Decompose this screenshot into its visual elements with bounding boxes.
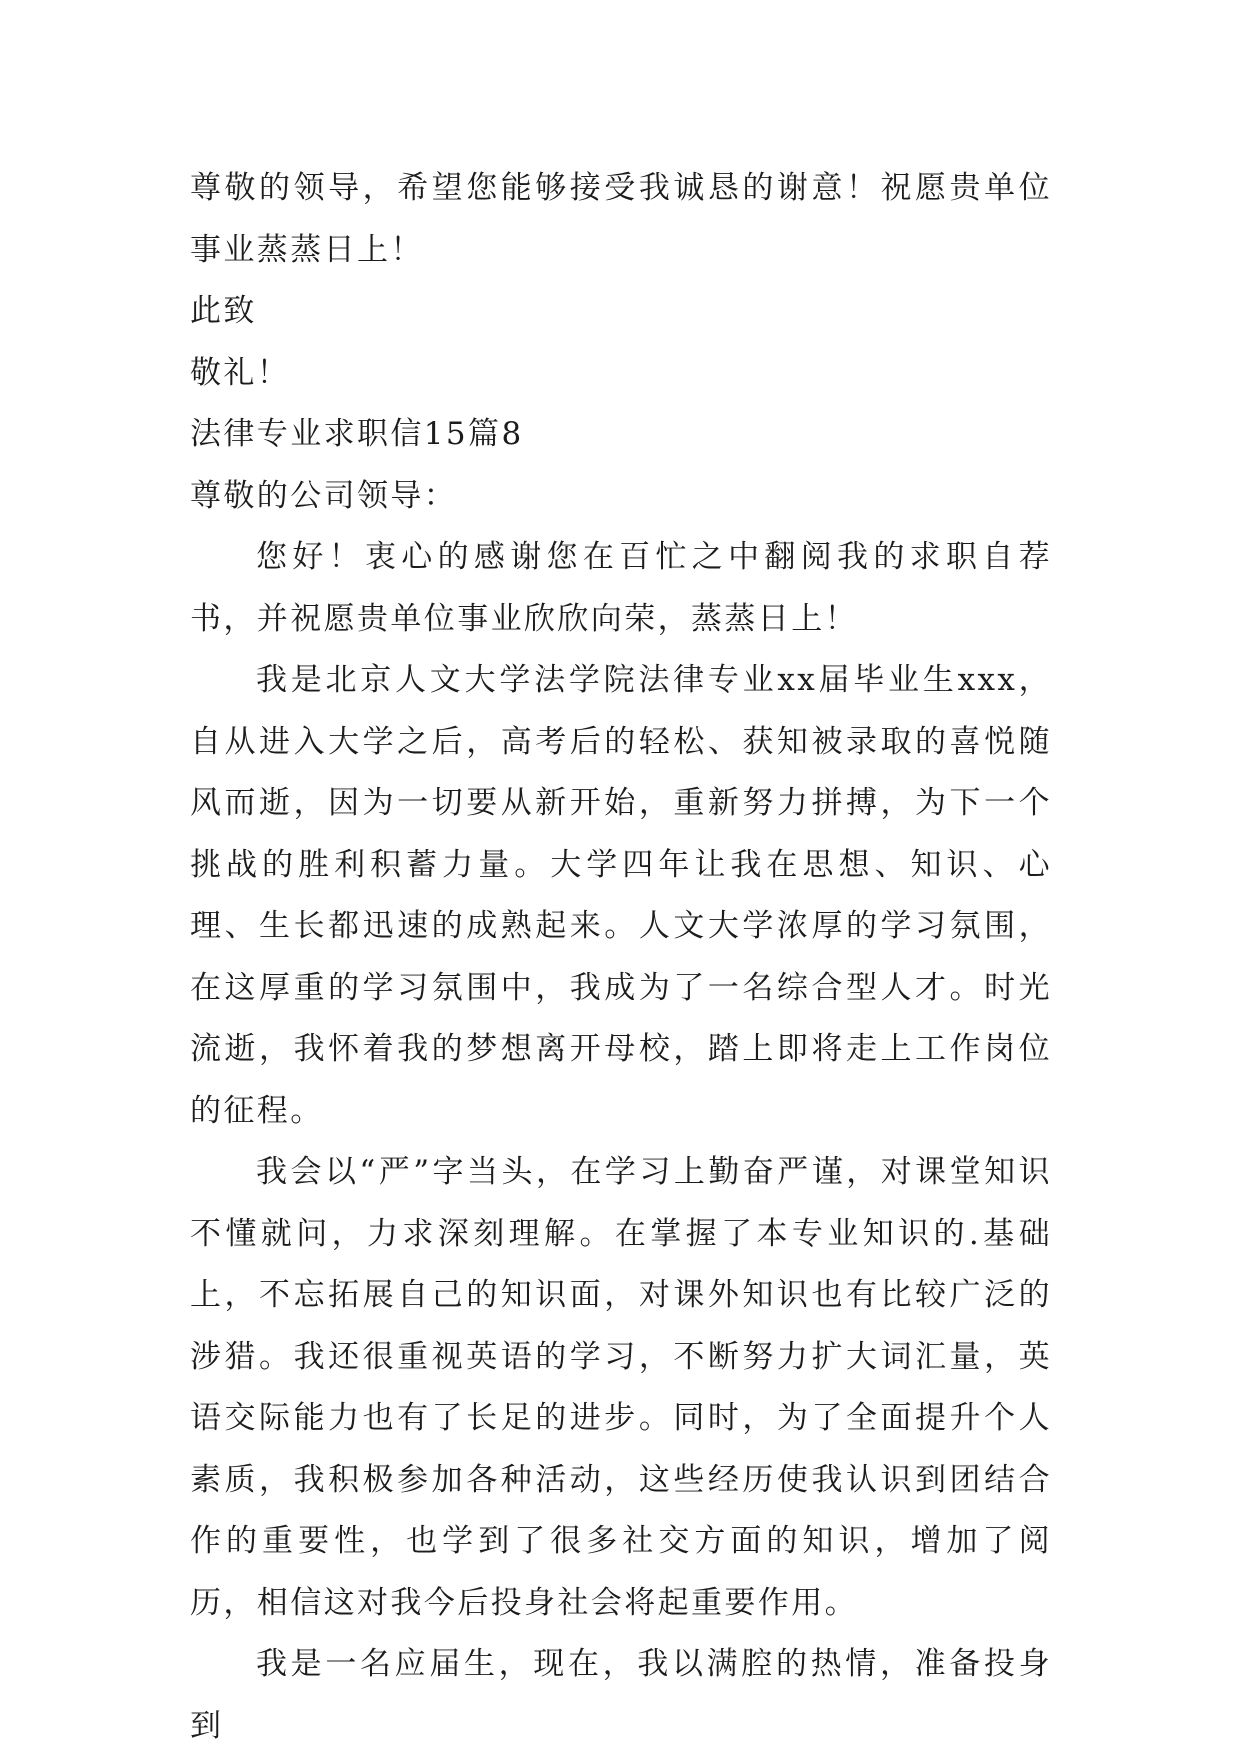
body-paragraph-1: 您好！衷心的感谢您在百忙之中翻阅我的求职自荐书，并祝愿贵单位事业欣欣向荣，蒸蒸日上！ bbox=[190, 539, 1052, 637]
body-paragraph-2: 我是北京人文大学法学院法律专业xx届毕业生xxx，自从进入大学之后，高考后的轻松、获知被录取的喜悦随风而逝，因为一切要从新开始，重新努力拼搏，为下一个挑战的胜利积蓄力量。大学四年让我在思想、知识、心理、生长都迅速的成熟起来。人文大学浓厚的学习氛围，在这厚重的学习氛围中，我成为了一名综合型人才。时光流逝，我怀着我的梦想离开母校，踏上即将走上工作岗位的征程。 bbox=[190, 662, 1052, 1129]
document-body bbox=[190, 158, 1052, 1757]
body-paragraph-4: 我是一名应届生，现在，我以满腔的热情，准备投身到 bbox=[190, 1646, 1052, 1744]
body-paragraph-3: 我会以“严”字当头，在学习上勤奋严谨，对课堂知识不懂就问，力求深刻理解。在掌握了本专业知识的.基础上，不忘拓展自己的知识面，对课外知识也有比较广泛的涉猎。我还很重视英语的学习，不断努力扩大词汇量，英语交际能力也有了长足的进步。同时，为了全面提升个人素质，我积极参加各种活动，这些经历使我认识到团结合作的重要性，也学到了很多社交方面的知识，增加了阅历，相信这对我今后投身社会将起重要作用。 bbox=[190, 1154, 1052, 1621]
section-title: 法律专业求职信15篇8 bbox=[190, 416, 524, 452]
closing-paragraph: 尊敬的领导，希望您能够接受我诚恳的谢意！祝愿贵单位事业蒸蒸日上！ bbox=[190, 170, 1052, 268]
closing-salutation-ci-zhi: 此致 bbox=[190, 293, 257, 329]
greeting: 尊敬的公司领导： bbox=[190, 477, 458, 514]
closing-salutation-jing-li: 敬礼！ bbox=[190, 354, 291, 391]
